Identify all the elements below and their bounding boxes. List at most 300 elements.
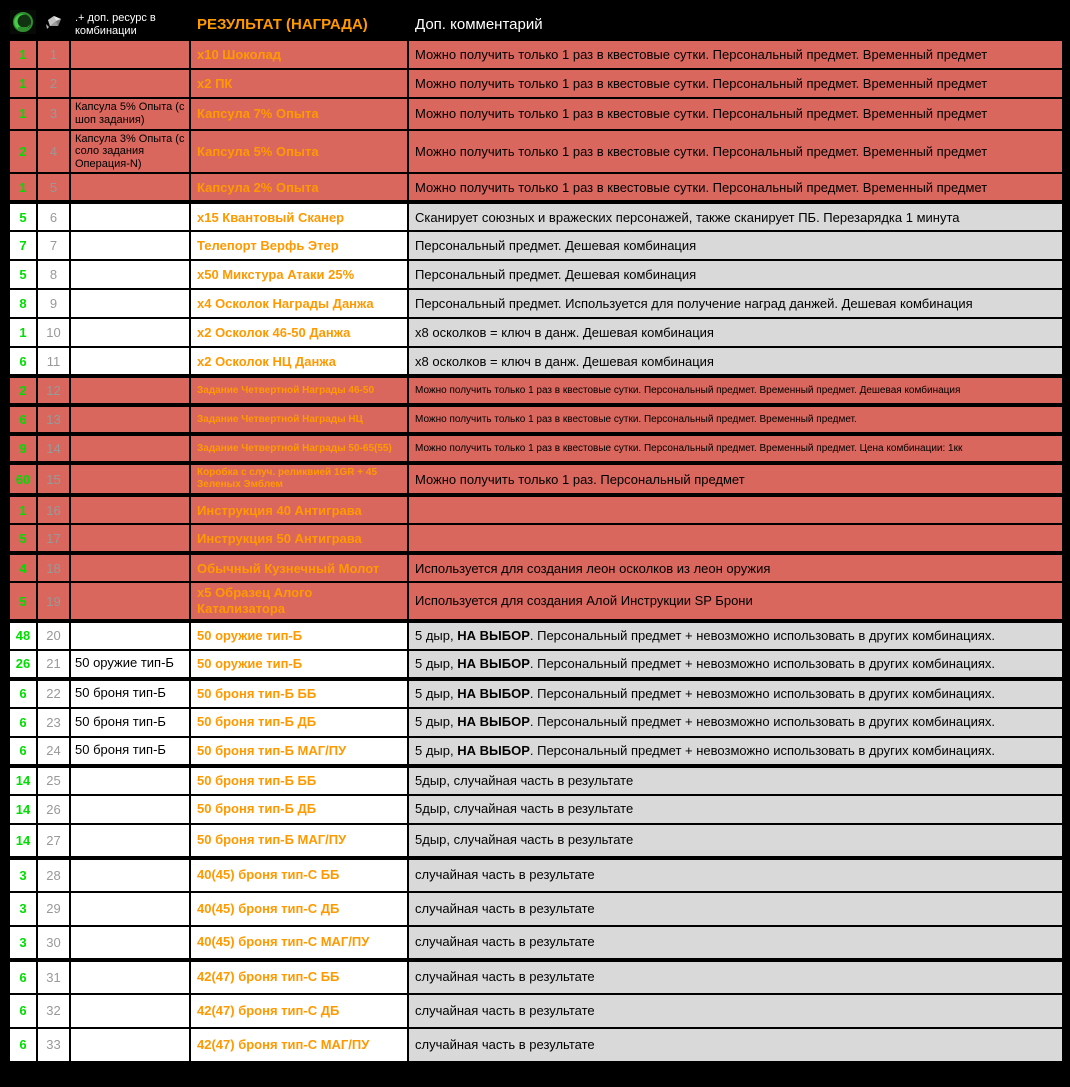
comment-cell[interactable] [408, 495, 1063, 524]
row-number-cell[interactable] [37, 130, 70, 174]
comment-cell-text: 5дыр, случайная часть в результате [415, 832, 634, 848]
result-cell-text: х50 Микстура Атаки 25% [197, 267, 355, 283]
row-number-cell-text: 30 [46, 934, 61, 950]
comment-cell[interactable] [408, 650, 1063, 679]
resource-cell[interactable] [70, 858, 190, 892]
green-count-cell-text: 14 [15, 832, 31, 848]
resource-cell-text: 50 броня тип-Б [75, 742, 166, 758]
comment-cell[interactable] [408, 98, 1063, 129]
comment-cell[interactable] [408, 260, 1063, 289]
table-row [9, 463, 1063, 495]
table-row [9, 1028, 1063, 1062]
table-row [9, 553, 1063, 582]
header-comment[interactable]: Доп. комментарий [408, 9, 1063, 40]
comment-cell-text: х8 осколков = ключ в данж. Дешевая комбинация [415, 353, 714, 369]
green-count-cell[interactable] [9, 824, 37, 858]
row-number-cell-text: 24 [46, 743, 61, 759]
comment-cell-text: Можно получить только 1 раз. Персональный предмет [415, 471, 745, 487]
green-count-cell[interactable] [9, 1028, 37, 1062]
green-count-cell-text: 6 [19, 969, 27, 985]
row-number-cell-text: 32 [46, 1003, 61, 1019]
table-row [9, 737, 1063, 766]
row-number-cell-text: 4 [49, 144, 58, 160]
row-number-cell[interactable] [37, 289, 70, 318]
result-cell-text: Инструкция 40 Антиграва [197, 502, 362, 518]
comment-cell[interactable] [408, 173, 1063, 202]
resource-cell[interactable] [70, 926, 190, 960]
row-number-cell[interactable] [37, 405, 70, 434]
row-number-cell[interactable] [37, 553, 70, 582]
green-count-cell[interactable] [9, 495, 37, 524]
green-count-cell[interactable] [9, 69, 37, 98]
resource-cell[interactable] [70, 650, 190, 679]
row-number-cell[interactable] [37, 173, 70, 202]
resource-cell[interactable] [70, 582, 190, 620]
result-cell[interactable] [190, 650, 408, 679]
comment-cell[interactable] [408, 621, 1063, 650]
row-number-cell[interactable] [37, 892, 70, 926]
green-count-cell-text: 6 [19, 353, 27, 369]
green-count-cell[interactable] [9, 289, 37, 318]
result-cell-text: 50 броня тип-Б ББ [197, 685, 317, 701]
result-cell[interactable] [190, 347, 408, 376]
comment-bold-text: НА ВЫБОР [457, 714, 530, 730]
comment-cell-text: случайная часть в результате [415, 867, 595, 883]
green-count-cell[interactable] [9, 202, 37, 231]
comment-cell-text: случайная часть в результате [415, 1002, 595, 1018]
result-cell[interactable] [190, 994, 408, 1028]
comment-cell[interactable] [408, 1028, 1063, 1062]
resource-cell[interactable] [70, 824, 190, 858]
result-cell-text: Задание Четвертной Награды 46-50 [197, 384, 375, 396]
row-number-cell-text: 22 [46, 686, 61, 702]
green-count-cell[interactable] [9, 960, 37, 994]
resource-cell-text: 50 оружие тип-Б [75, 655, 174, 671]
comment-cell[interactable] [408, 960, 1063, 994]
green-count-cell[interactable] [9, 621, 37, 650]
comment-cell[interactable] [408, 994, 1063, 1028]
row-number-cell[interactable] [37, 98, 70, 129]
green-count-cell-text: 1 [19, 76, 27, 92]
result-cell-text: х10 Шоколад [197, 46, 281, 62]
green-count-cell[interactable] [9, 98, 37, 129]
green-count-cell[interactable] [9, 737, 37, 766]
comment-cell-text: Персональный предмет. Используется для получение наград данжей. Дешевая комбинация [415, 296, 973, 312]
row-number-cell-text: 19 [46, 593, 61, 609]
result-cell-text: 42(47) броня тип-С МАГ/ПУ [197, 1036, 370, 1052]
green-emblem-icon [10, 10, 36, 34]
comment-cell-text: Можно получить только 1 раз в квестовые сутки. Персональный предмет. Временный предмет [415, 143, 988, 159]
comment-cell-text: х8 осколков = ключ в данж. Дешевая комбинация [415, 325, 714, 341]
resource-cell[interactable] [70, 434, 190, 463]
comment-bold-text: НА ВЫБОР [457, 655, 530, 671]
table-row [9, 405, 1063, 434]
row-number-cell-text: 18 [46, 560, 61, 576]
table-row [9, 376, 1063, 405]
comment-cell[interactable] [408, 69, 1063, 98]
resource-cell[interactable] [70, 463, 190, 495]
resource-cell[interactable] [70, 960, 190, 994]
resource-cell[interactable] [70, 553, 190, 582]
resource-cell[interactable] [70, 1028, 190, 1062]
green-count-cell-text: 60 [15, 471, 31, 487]
result-cell[interactable] [190, 98, 408, 129]
table-row [9, 766, 1063, 795]
resource-cell[interactable] [70, 737, 190, 766]
row-number-cell-text: 14 [46, 441, 61, 457]
green-count-cell[interactable] [9, 650, 37, 679]
row-number-cell[interactable] [37, 260, 70, 289]
result-cell-text: Обычный Кузнечный Молот [197, 560, 380, 576]
result-cell-text: Капсула 2% Опыта [197, 179, 319, 195]
resource-cell[interactable] [70, 231, 190, 260]
row-number-cell-text: 17 [46, 530, 61, 546]
table-row [9, 926, 1063, 960]
comment-bold-text: НА ВЫБОР [457, 627, 530, 643]
comment-cell-text: Используется для создания Алой Инструкции SP Брони [415, 593, 753, 609]
result-cell-text: 50 броня тип-Б ББ [197, 772, 317, 788]
result-cell[interactable] [190, 376, 408, 405]
result-cell-text: 50 оружие тип-Б [197, 655, 303, 671]
result-cell[interactable] [190, 824, 408, 858]
green-count-cell[interactable] [9, 130, 37, 174]
resource-cell[interactable] [70, 347, 190, 376]
result-cell[interactable] [190, 231, 408, 260]
result-cell[interactable] [190, 858, 408, 892]
comment-cell[interactable] [408, 405, 1063, 434]
row-number-cell[interactable] [37, 650, 70, 679]
row-number-cell-text: 7 [49, 238, 58, 254]
comment-cell[interactable] [408, 766, 1063, 795]
resource-cell-text: 50 броня тип-Б [75, 685, 166, 701]
resource-cell[interactable] [70, 376, 190, 405]
comment-cell[interactable] [408, 130, 1063, 174]
comment-cell[interactable] [408, 376, 1063, 405]
resource-cell[interactable] [70, 994, 190, 1028]
green-count-cell-text: 7 [19, 238, 27, 254]
comment-cell[interactable] [408, 553, 1063, 582]
resource-cell[interactable] [70, 708, 190, 737]
resource-cell[interactable] [70, 318, 190, 347]
row-number-cell[interactable] [37, 318, 70, 347]
resource-cell[interactable] [70, 405, 190, 434]
comment-cell[interactable] [408, 289, 1063, 318]
comment-cell-text: Сканирует союзных и вражеских персонажей, также сканирует ПБ. Перезарядка 1 минута [415, 209, 960, 225]
resource-cell[interactable] [70, 679, 190, 708]
result-cell[interactable] [190, 463, 408, 495]
comment-cell-text: случайная часть в результате [415, 1036, 595, 1052]
table-row [9, 824, 1063, 858]
comment-cell-text: Можно получить только 1 раз в квестовые сутки. Персональный предмет. Временный предмет. Цена комбинации: 1кк [415, 442, 963, 454]
resource-cell[interactable] [70, 766, 190, 795]
header-extra-resource[interactable]: .+ доп. ресурс в комбинации [70, 9, 190, 40]
green-count-cell[interactable] [9, 708, 37, 737]
table-row [9, 994, 1063, 1028]
green-count-cell[interactable] [9, 582, 37, 620]
result-cell[interactable] [190, 69, 408, 98]
result-cell-text: 50 броня тип-Б МАГ/ПУ [197, 742, 347, 758]
row-number-cell[interactable] [37, 463, 70, 495]
resource-cell[interactable] [70, 289, 190, 318]
result-cell[interactable] [190, 40, 408, 69]
green-count-cell-text: 1 [19, 325, 27, 341]
header-row [9, 9, 1063, 40]
table-body [9, 40, 1063, 1061]
green-count-cell[interactable] [9, 405, 37, 434]
result-cell[interactable] [190, 737, 408, 766]
result-cell[interactable] [190, 1028, 408, 1062]
row-number-cell[interactable] [37, 994, 70, 1028]
resource-cell[interactable] [70, 98, 190, 129]
green-count-cell[interactable] [9, 524, 37, 553]
result-cell[interactable] [190, 434, 408, 463]
result-cell[interactable] [190, 582, 408, 620]
result-cell-text: 42(47) броня тип-С ББ [197, 969, 340, 985]
green-count-cell[interactable] [9, 434, 37, 463]
green-count-cell-text: 2 [19, 144, 27, 160]
comment-bold-text: НА ВЫБОР [457, 685, 530, 701]
green-count-cell-text: 48 [15, 628, 31, 644]
result-cell[interactable] [190, 553, 408, 582]
header-result[interactable]: РЕЗУЛЬТАТ (НАГРАДА) [190, 9, 408, 40]
table-row [9, 495, 1063, 524]
table-row [9, 40, 1063, 69]
comment-cell[interactable] [408, 892, 1063, 926]
comment-cell[interactable] [408, 524, 1063, 553]
comment-cell[interactable] [408, 582, 1063, 620]
header-gem-resource-cell[interactable] [37, 9, 70, 40]
row-number-cell[interactable] [37, 582, 70, 620]
comment-cell[interactable] [408, 202, 1063, 231]
comment-cell-text: случайная часть в результате [415, 969, 595, 985]
comment-cell[interactable] [408, 795, 1063, 824]
green-count-cell[interactable] [9, 318, 37, 347]
comment-cell-text: Используется для создания леон осколков из леон оружия [415, 560, 771, 576]
result-cell[interactable] [190, 795, 408, 824]
comment-cell[interactable] [408, 347, 1063, 376]
resource-cell[interactable] [70, 130, 190, 174]
resource-cell[interactable] [70, 795, 190, 824]
comment-cell-text: случайная часть в результате [415, 900, 595, 916]
green-count-cell-text: 1 [19, 106, 27, 122]
result-cell[interactable] [190, 202, 408, 231]
green-count-cell[interactable] [9, 173, 37, 202]
result-cell[interactable] [190, 926, 408, 960]
resource-cell[interactable] [70, 260, 190, 289]
comment-cell-text: Можно получить только 1 раз в квестовые сутки. Персональный предмет. Временный предмет [415, 106, 988, 122]
table-row [9, 650, 1063, 679]
result-cell[interactable] [190, 708, 408, 737]
comment-cell-text: 5 дыр, [415, 627, 458, 643]
row-number-cell[interactable] [37, 679, 70, 708]
row-number-cell[interactable] [37, 960, 70, 994]
result-cell-text: Капсула 5% Опыта [197, 143, 319, 159]
comment-cell-text: 5 дыр, [415, 655, 458, 671]
resource-cell[interactable] [70, 40, 190, 69]
result-cell-text: 50 оружие тип-Б [197, 627, 303, 643]
row-number-cell[interactable] [37, 202, 70, 231]
table-row [9, 858, 1063, 892]
table-row [9, 524, 1063, 553]
green-count-cell[interactable] [9, 766, 37, 795]
row-number-cell[interactable] [37, 495, 70, 524]
green-count-cell[interactable] [9, 795, 37, 824]
table-row [9, 708, 1063, 737]
comment-cell[interactable] [408, 926, 1063, 960]
comment-cell[interactable] [408, 737, 1063, 766]
comment-suffix-text: . Персональный предмет + невозможно использовать в других комбинациях. [529, 627, 996, 643]
result-cell-text: х2 Осколок 46-50 Данжа [197, 325, 351, 341]
green-count-cell[interactable] [9, 260, 37, 289]
resource-cell[interactable] [70, 69, 190, 98]
comment-suffix-text: . Персональный предмет + невозможно использовать в других комбинациях. [529, 655, 996, 671]
gem-icon [41, 10, 67, 34]
green-count-cell[interactable] [9, 463, 37, 495]
row-number-cell[interactable] [37, 434, 70, 463]
green-count-cell-text: 6 [19, 743, 27, 759]
comment-cell[interactable] [408, 231, 1063, 260]
row-number-cell-text: 29 [46, 901, 61, 917]
comment-cell-text: Можно получить только 1 раз в квестовые сутки. Персональный предмет. Временный предмет [415, 46, 988, 62]
green-count-cell[interactable] [9, 679, 37, 708]
row-number-cell[interactable] [37, 795, 70, 824]
table-row [9, 621, 1063, 650]
result-cell-text: 50 броня тип-Б ДБ [197, 801, 317, 817]
row-number-cell[interactable] [37, 1028, 70, 1062]
green-count-cell[interactable] [9, 40, 37, 69]
resource-cell-text: Капсула 3% Опыта (с соло задания Операция-N) [75, 132, 185, 170]
result-cell[interactable] [190, 260, 408, 289]
row-number-cell-text: 8 [49, 267, 58, 283]
row-number-cell-text: 16 [46, 502, 61, 518]
comment-suffix-text: . Персональный предмет + невозможно использовать в других комбинациях. [529, 714, 996, 730]
row-number-cell[interactable] [37, 231, 70, 260]
result-cell[interactable] [190, 679, 408, 708]
result-cell[interactable] [190, 766, 408, 795]
comment-cell[interactable] [408, 318, 1063, 347]
green-count-cell-text: 14 [15, 773, 31, 789]
resource-cell[interactable] [70, 892, 190, 926]
row-number-cell-text: 31 [46, 969, 61, 985]
resource-cell-text: Капсула 5% Опыта (с шоп задания) [75, 101, 185, 126]
result-cell-text: 42(47) броня тип-С ДБ [197, 1002, 340, 1018]
row-number-cell-text: 28 [46, 867, 61, 883]
green-count-cell-text: 1 [19, 47, 27, 63]
table-row [9, 892, 1063, 926]
row-number-cell-text: 9 [49, 296, 58, 312]
comment-cell-text: 5дыр, случайная часть в результате [415, 801, 634, 817]
green-count-cell[interactable] [9, 231, 37, 260]
green-count-cell[interactable] [9, 858, 37, 892]
row-number-cell-text: 12 [46, 383, 61, 399]
green-count-cell[interactable] [9, 376, 37, 405]
result-cell[interactable] [190, 960, 408, 994]
green-count-cell[interactable] [9, 553, 37, 582]
comment-cell[interactable] [408, 858, 1063, 892]
table-row [9, 347, 1063, 376]
row-number-cell[interactable] [37, 737, 70, 766]
result-cell[interactable] [190, 405, 408, 434]
result-cell[interactable] [190, 130, 408, 174]
result-cell-text: 40(45) броня тип-С ББ [197, 867, 340, 883]
comment-cell-text: Можно получить только 1 раз в квестовые сутки. Персональный предмет. Временный предмет. Дешевая комбинация [415, 384, 961, 396]
comment-cell[interactable] [408, 434, 1063, 463]
comment-cell-text: 5 дыр, [415, 742, 458, 758]
resource-cell[interactable] [70, 621, 190, 650]
comment-cell[interactable] [408, 824, 1063, 858]
result-cell[interactable] [190, 892, 408, 926]
comment-cell-text: 5дыр, случайная часть в результате [415, 772, 634, 788]
green-count-cell-text: 6 [19, 1037, 27, 1053]
row-number-cell[interactable] [37, 621, 70, 650]
row-number-cell-text: 6 [49, 209, 58, 225]
row-number-cell[interactable] [37, 524, 70, 553]
row-number-cell[interactable] [37, 69, 70, 98]
row-number-cell[interactable] [37, 824, 70, 858]
comment-cell-text: Персональный предмет. Дешевая комбинация [415, 238, 697, 254]
row-number-cell-text: 10 [46, 325, 61, 341]
table-row [9, 130, 1063, 174]
result-cell[interactable] [190, 318, 408, 347]
comment-cell[interactable] [408, 708, 1063, 737]
rewards-table [8, 8, 1064, 1063]
comment-suffix-text: . Персональный предмет + невозможно использовать в других комбинациях. [529, 685, 996, 701]
comment-bold-text: НА ВЫБОР [457, 742, 530, 758]
green-count-cell-text: 9 [19, 441, 27, 457]
row-number-cell-text: 25 [46, 773, 61, 789]
result-cell-text: 40(45) броня тип-С ДБ [197, 900, 340, 916]
table-row [9, 795, 1063, 824]
result-cell-text: Задание Четвертной Награды 50-65(55) [197, 442, 392, 454]
green-count-cell-text: 5 [19, 267, 27, 283]
result-cell[interactable] [190, 621, 408, 650]
header-green-resource-cell[interactable] [9, 9, 37, 40]
result-cell-text: х15 Квантовый Сканер [197, 209, 345, 225]
green-count-cell[interactable] [9, 347, 37, 376]
row-number-cell-text: 1 [49, 47, 58, 63]
resource-cell[interactable] [70, 495, 190, 524]
row-number-cell[interactable] [37, 347, 70, 376]
row-number-cell[interactable] [37, 376, 70, 405]
row-number-cell-text: 5 [49, 179, 58, 195]
green-count-cell[interactable] [9, 926, 37, 960]
green-count-cell-text: 3 [19, 901, 27, 917]
row-number-cell-text: 20 [46, 628, 61, 644]
result-cell[interactable] [190, 173, 408, 202]
result-cell[interactable] [190, 495, 408, 524]
row-number-cell[interactable] [37, 766, 70, 795]
resource-cell[interactable] [70, 202, 190, 231]
row-number-cell-text: 26 [46, 801, 61, 817]
comment-cell[interactable] [408, 463, 1063, 495]
green-count-cell-text: 5 [19, 593, 27, 609]
row-number-cell[interactable] [37, 40, 70, 69]
comment-cell[interactable] [408, 40, 1063, 69]
resource-cell[interactable] [70, 524, 190, 553]
row-number-cell[interactable] [37, 708, 70, 737]
result-cell[interactable] [190, 289, 408, 318]
green-count-cell-text: 2 [19, 383, 27, 399]
result-cell[interactable] [190, 524, 408, 553]
green-count-cell[interactable] [9, 994, 37, 1028]
table-row [9, 69, 1063, 98]
comment-cell[interactable] [408, 679, 1063, 708]
row-number-cell[interactable] [37, 926, 70, 960]
resource-cell[interactable] [70, 173, 190, 202]
row-number-cell[interactable] [37, 858, 70, 892]
green-count-cell[interactable] [9, 892, 37, 926]
row-number-cell-text: 21 [46, 656, 61, 672]
